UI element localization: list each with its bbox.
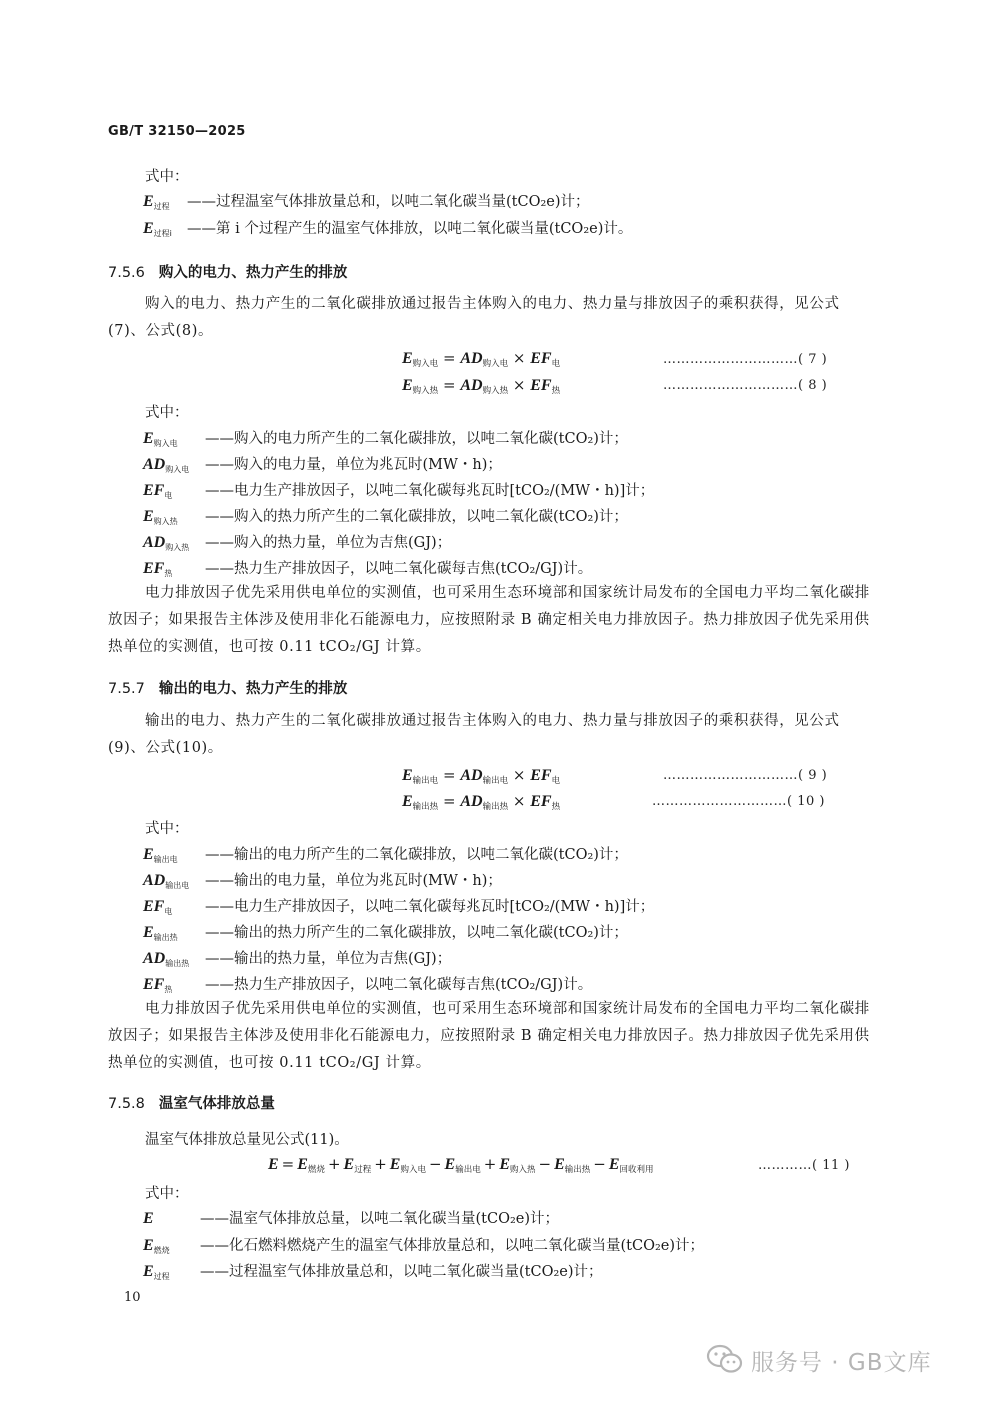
eq-subscript: 过程 [354,1165,372,1175]
eq-subscript: 购入热 [412,386,439,396]
symbol: EF [143,898,165,915]
symbol-subscript: 过程 [153,202,170,211]
symbol-definition-row [143,872,189,895]
eq-subscript: 输出热 [482,802,509,812]
definition-text [200,1263,603,1281]
eq-subscript: 输出电 [455,1165,481,1175]
eq-operator: = [442,792,456,810]
eq-symbol: AD [460,377,483,394]
definition-text [200,1210,559,1228]
eq-operator: + [374,1155,387,1173]
symbol: E [143,1263,154,1280]
eq-number: ( 8 ) [798,378,828,393]
symbol-definition-row [143,220,172,243]
eq-symbol: E [554,1156,565,1173]
eq-symbol: EF [530,767,552,784]
symbol-subscript: 购入热 [165,543,190,552]
standard-id: GB/T 32150—2025 [108,124,246,139]
section-title: 购入的电力、热力产生的排放 [158,265,348,281]
eq-symbol: AD [460,350,483,367]
definition-text [200,1237,704,1255]
symbol-subscript: 热 [164,569,173,578]
symbol: E [143,1210,154,1227]
definition-description: 过程温室气体排放量总和，以吨二氧化碳当量(tCO₂e)计； [216,194,590,210]
eq-symbol: E [499,1156,510,1173]
equation-number-8 [663,378,827,393]
equation-11 [268,1155,654,1175]
em-dash: —— [187,194,216,210]
symbol-subscript: 购入热 [153,517,178,526]
eq-number: ( 11 ) [812,1158,850,1173]
eq-subscript: 购入电 [482,359,509,369]
symbol-subscript: 输出热 [153,933,178,942]
eq-symbol: E [402,767,413,784]
symbol-definition-row [143,456,189,479]
equation-number-10 [652,794,825,809]
equation-8 [402,376,560,396]
leader-dots: ………………………… [663,352,798,367]
section-heading-7-5-7 [108,677,347,698]
eq-symbol: E [268,1156,279,1173]
definition-description: 购入的热力量，单位为吉焦(GJ)； [234,535,452,551]
em-dash: —— [205,925,234,941]
equation-number-11 [758,1158,850,1173]
eq-subscript: 燃烧 [307,1165,325,1175]
symbol-definition-row [143,508,178,531]
eq-symbol: EF [530,350,552,367]
definition-description: 过程温室气体排放量总和，以吨二氧化碳当量(tCO₂e)计； [229,1264,603,1280]
symbol-definition-row [143,430,178,453]
symbol-subscript: 燃烧 [153,1246,170,1255]
definition-text [205,872,502,890]
leader-dots: ………………………… [663,768,798,783]
symbol: E [143,846,154,863]
definition-text [205,430,628,448]
em-dash: —— [205,899,234,915]
definition-text [205,976,592,994]
eq-subscript: 购入电 [400,1165,426,1175]
eq-subscript: 热 [551,386,561,396]
symbol: AD [143,872,166,889]
section-intro: 购入的电力、热力产生的二氧化碳排放通过报告主体购入的电力、热力量与排放因子的乘积获得，见公式(7)、公式(8)。 [108,296,840,339]
eq-symbol: AD [460,793,483,810]
eq-subscript: 热 [551,802,561,812]
symbol-subscript: 购入电 [153,439,178,448]
eq-operator: × [512,792,526,810]
eq-operator: − [428,1155,442,1173]
definition-description: 热力生产排放因子，以吨二氧化碳每吉焦(tCO₂/GJ)计。 [234,561,593,577]
eq-symbol: E [402,793,413,810]
em-dash: —— [205,847,234,863]
eq-operator: = [281,1155,295,1173]
em-dash: —— [200,1264,229,1280]
symbol-subscript: 输出电 [153,855,178,864]
definition-description: 第 i 个过程产生的温室气体排放，以吨二氧化碳当量(tCO₂e)计。 [216,221,633,237]
where-label: 式中： [145,1186,189,1202]
watermark-text: 服务号 · GB文库 [751,1350,932,1376]
leader-dots: ………… [758,1158,812,1173]
symbol-subscript: 输出热 [165,959,190,968]
eq-subscript: 回收利用 [619,1165,654,1175]
definition-description: 电力生产排放因子，以吨二氧化碳每兆瓦时[tCO₂/(MW・h)]计； [234,899,655,915]
section-intro: 温室气体排放总量见公式(11)。 [145,1132,349,1148]
eq-symbol: E [343,1156,355,1173]
equation-9 [402,766,560,786]
section-intro: 输出的电力、热力产生的二氧化碳排放通过报告主体购入的电力、热力量与排放因子的乘积获得，见公式(9)、公式(10)。 [108,713,840,756]
definition-description: 电力生产排放因子，以吨二氧化碳每兆瓦时[tCO₂/(MW・h)]计； [234,483,655,499]
eq-subscript: 电 [551,776,561,786]
definition-description: 输出的电力所产生的二氧化碳排放，以吨二氧化碳(tCO₂)计； [234,847,628,863]
symbol-definition-row [143,950,189,973]
eq-subscript: 电 [551,359,561,369]
eq-operator: = [442,766,456,784]
definition-text [205,482,654,500]
eq-subscript: 购入热 [509,1165,536,1175]
em-dash: —— [200,1238,229,1254]
definition-description: 输出的热力所产生的二氧化碳排放，以吨二氧化碳(tCO₂)计； [234,925,628,941]
where-label: 式中： [145,821,189,837]
eq-symbol: EF [530,793,552,810]
eq-operator: + [483,1155,497,1173]
eq-symbol: E [402,350,413,367]
section-heading-7-5-8 [108,1092,275,1113]
definition-description: 购入的热力所产生的二氧化碳排放，以吨二氧化碳(tCO₂)计； [234,509,628,525]
where-label: 式中： [145,169,189,185]
eq-number: ( 9 ) [798,768,828,783]
eq-symbol: E [389,1156,401,1173]
eq-subscript: 输出电 [482,776,509,786]
symbol: AD [143,456,166,473]
eq-operator: × [512,349,526,367]
em-dash: —— [205,431,234,447]
symbol-definition-row [143,1237,170,1260]
symbol-definition-row [143,1263,170,1286]
definition-description: 热力生产排放因子，以吨二氧化碳每吉焦(tCO₂/GJ)计。 [234,977,593,993]
definition-description: 购入的电力量，单位为兆瓦时(MW・h)； [234,457,502,473]
symbol-definition-row [143,193,170,216]
eq-symbol: E [444,1156,456,1173]
symbol: E [143,220,154,237]
definition-description: 输出的电力量，单位为兆瓦时(MW・h)； [234,873,502,889]
symbol: EF [143,482,165,499]
symbol-subscript: 过程 [153,1272,170,1281]
em-dash: —— [205,509,234,525]
definition-text [205,508,628,526]
symbol-definition-row [143,534,189,557]
symbol-definition-row [143,1210,154,1233]
eq-operator: − [593,1155,606,1173]
definition-text [205,560,592,578]
definition-text [187,220,632,238]
equation-10 [402,792,560,812]
eq-subscript: 输出热 [412,802,439,812]
definition-text [187,193,590,211]
symbol: E [143,430,154,447]
em-dash: —— [205,535,234,551]
eq-symbol: E [402,377,413,394]
symbol: EF [143,976,165,993]
symbol-subscript: 电 [164,907,173,916]
equation-7 [402,349,560,369]
eq-number: ( 10 ) [787,794,825,809]
em-dash: —— [187,221,216,237]
symbol-subscript: 购入电 [165,465,190,474]
symbol: E [143,924,154,941]
symbol-definition-row [143,482,172,505]
eq-subscript: 输出电 [412,776,439,786]
eq-operator: = [442,349,456,367]
em-dash: —— [205,873,234,889]
eq-symbol: AD [460,767,483,784]
eq-subscript: 输出热 [564,1165,591,1175]
definition-description: 化石燃料燃烧产生的温室气体排放量总和，以吨二氧化碳当量(tCO₂e)计； [229,1238,705,1254]
section-note: 电力排放因子优先采用供电单位的实测值，也可采用生态环境部和国家统计局发布的全国电力平均二氧化碳排放因子；如果报告主体涉及使用非化石能源电力，应按照附录 B 确定相关电力排放因子。热力排放因子优先采用供热单位的实测值，也可按 0.11 tCO₂/GJ 计算。 [108,1001,870,1071]
em-dash: —— [205,561,234,577]
definition-text [205,456,502,474]
symbol: AD [143,950,166,967]
symbol-subscript: 电 [164,491,173,500]
definition-text [205,534,451,552]
wechat-icon [706,1344,744,1374]
symbol-definition-row [143,846,178,869]
equation-number-9 [663,768,827,783]
page-number: 10 [124,1290,141,1305]
eq-operator: × [512,376,526,394]
leader-dots: ………………………… [652,794,787,809]
symbol: AD [143,534,166,551]
symbol-subscript: 输出电 [165,881,190,890]
em-dash: —— [205,457,234,473]
definition-description: 输出的热力量，单位为吉焦(GJ)； [234,951,452,967]
definition-text [205,924,628,942]
symbol: EF [143,560,165,577]
section-number: 7.5.6 [108,265,145,281]
section-title: 温室气体排放总量 [158,1096,275,1112]
symbol-definition-row [143,924,178,947]
section-heading-7-5-6 [108,261,347,282]
definition-text [205,950,451,968]
where-label: 式中： [145,405,189,421]
symbol: E [143,508,154,525]
eq-symbol: E [608,1156,620,1173]
em-dash: —— [205,977,234,993]
eq-operator: − [538,1155,552,1173]
eq-subscript: 购入热 [482,386,509,396]
eq-operator: = [442,376,456,394]
eq-subscript: 购入电 [412,359,439,369]
leader-dots: ………………………… [663,378,798,393]
section-note: 电力排放因子优先采用供电单位的实测值，也可采用生态环境部和国家统计局发布的全国电力平均二氧化碳排放因子；如果报告主体涉及使用非化石能源电力，应按照附录 B 确定相关电力排放因子。热力排放因子优先采用供热单位的实测值，也可按 0.11 tCO₂/GJ 计算。 [108,585,870,655]
em-dash: —— [205,483,234,499]
symbol-definition-row [143,898,172,921]
symbol: E [143,1237,154,1254]
symbol: E [143,193,154,210]
definition-description: 温室气体排放总量，以吨二氧化碳当量(tCO₂e)计； [229,1211,560,1227]
em-dash: —— [205,951,234,967]
eq-symbol: EF [530,377,552,394]
section-number: 7.5.8 [108,1096,145,1112]
eq-number: ( 7 ) [798,352,828,367]
equation-number-7 [663,352,827,367]
section-number: 7.5.7 [108,681,145,697]
eq-operator: × [512,766,526,784]
definition-description: 购入的电力所产生的二氧化碳排放，以吨二氧化碳(tCO₂)计； [234,431,628,447]
definition-text [205,898,654,916]
em-dash: —— [200,1211,229,1227]
symbol-subscript: 过程i [153,229,172,238]
eq-operator: + [327,1155,341,1173]
symbol-subscript: 热 [164,985,173,994]
section-title: 输出的电力、热力产生的排放 [158,681,348,697]
eq-symbol: E [297,1156,308,1173]
definition-text [205,846,628,864]
